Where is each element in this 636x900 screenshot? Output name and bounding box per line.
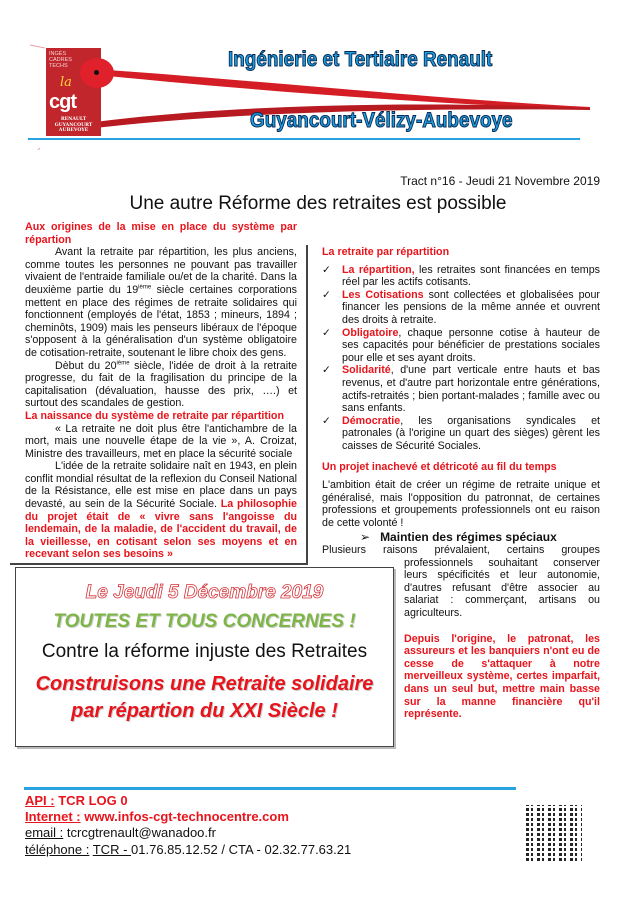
header-title-1: Ingénierie et Tertiaire Renault bbox=[228, 48, 493, 71]
item-key: Solidarité bbox=[342, 364, 391, 377]
paragraph-origins bbox=[25, 246, 297, 359]
footer-phone bbox=[25, 842, 351, 858]
paragraph-1943 bbox=[25, 460, 297, 561]
heading-birth: La naissance du système de retraite par répartition bbox=[25, 409, 284, 422]
footer-api bbox=[25, 793, 351, 809]
column-border-bottom bbox=[10, 563, 308, 565]
paragraph-croizat: « La retraite ne doit plus être l'antichambre de la mort, mais une nouvelle étape de la vie », A. Croizat, Ministre des travailleurs, met en place la sécurité sociale bbox=[25, 422, 297, 460]
footer-divider bbox=[24, 787, 516, 790]
paragraph-conclusion: Depuis l'origine, le patronat, les assureurs et les banquiers n'ont eu de cesse de s'attaquer à notre merveilleux système, certes imparfait, dans un seul but, mettre main basse sur la manne financière qu'il représente. bbox=[404, 632, 600, 721]
text: siècle, l'idée de droit à la retraite progresse, du fait de la fragilisation du principe de la capitalisation (dévaluation, hausse des prix, ….) et surtout des scandales de gestion. bbox=[25, 359, 298, 410]
text: Dèbut du 20 bbox=[55, 359, 117, 372]
arrow-bullet-icon: ➢ bbox=[360, 530, 371, 544]
header-divider bbox=[28, 138, 580, 140]
qr-code-icon bbox=[526, 805, 582, 861]
value: TCR LOG 0 bbox=[54, 793, 128, 808]
label: téléphone : bbox=[25, 841, 90, 857]
heading-origins: Aux origines de la mise en place du système par répartion bbox=[25, 221, 297, 246]
text: siècle certaines corporations mettent en place des régimes de retraite solidaires qui fonctionnent (employés de l'état, 1853 ; mineurs, 1894 ; cheminôts, 1909) mais les penseurs libéraux de l'époque s'opposent à la généralisation d'un système obligatoire de cotisation-retraite, soutenant le libre choix des gens. bbox=[25, 283, 297, 359]
email-link[interactable]: tcrcgtrenault@wanadoo.fr bbox=[63, 825, 216, 841]
check-icon: ✓ bbox=[322, 288, 331, 301]
item-text: les retraites sont financées en temps réel par les actifs cotisants. bbox=[342, 263, 601, 289]
heading-unfinished: Un projet inachevé et détricoté au fil du temps bbox=[322, 460, 557, 473]
list-item bbox=[322, 415, 600, 453]
callout-all-concerned: TOUTES ET TOUS CONCERNES ! bbox=[53, 611, 356, 632]
text: par répartion du XXI Siècle ! bbox=[71, 700, 338, 722]
callout-date: Le Jeudi 5 Décembre 2019 bbox=[85, 582, 324, 603]
item-key: Obligatoire bbox=[342, 326, 399, 339]
paragraph-reasons: professionnels souhaitant conserver leurs spécificités et leur autonomie, d'autres refusant d'être associer au salariat : commerçant, artisans ou agriculteurs. bbox=[404, 556, 600, 619]
list-item bbox=[322, 327, 600, 365]
label: Internet : bbox=[25, 809, 81, 825]
check-icon: ✓ bbox=[322, 263, 331, 276]
footer-email[interactable] bbox=[25, 825, 351, 841]
list-item bbox=[322, 264, 600, 289]
philosophy-text: La philosophie du projet était de « vivre sans l'angoisse du lendemain, de la maladie, de l'accident du travail, de la vieillesse, en cotisant selon ses moyens et en recevant selon ses besoins » bbox=[25, 498, 297, 561]
list-item bbox=[322, 289, 600, 327]
item-text: , chaque personne cotise à hauteur de ses capacités pour bénéficier de prestations sociales pour elle et ses ayant droits. bbox=[342, 326, 600, 364]
check-icon: ✓ bbox=[322, 326, 331, 339]
paragraph-ambition: L'ambition était de créer un régime de retraite unique et généralisé, mais l'opposition du patronnat, de certaines professions et groupements professionnels ont eu raison de cette volonté ! bbox=[322, 479, 600, 529]
sup: ième bbox=[116, 359, 130, 366]
heading-repartition: La retraite par répartition bbox=[322, 246, 450, 258]
paragraph-20th bbox=[25, 360, 297, 410]
callout-build bbox=[16, 671, 393, 725]
phone-value: 01.76.85.12.52 / CTA - 02.32.77.63.21 bbox=[131, 841, 352, 857]
item-text: , d'une part verticale entre hauts et bas revenus, et d'autre part horizontale entre générations, actifs-retraités ; bien portant-malades ; famille avec ou sans enfants. bbox=[342, 364, 600, 415]
text: Avant la retraite par répartition, les plus anciens, comme toutes les personnes ne pouvant pas travailler vivaient de l'entraide familiale ou/et de la charité. Dans la deuxième partie du 19 bbox=[25, 246, 297, 296]
logo-sub: RENAULT GUYANCOURT AUBEVOYE bbox=[54, 117, 93, 133]
text: Construisons une Retraite solidaire bbox=[35, 673, 374, 695]
tract-info: Tract n°16 - Jeudi 21 Novembre 2019 bbox=[400, 174, 600, 188]
item-text: , les organisations syndicales et patronales (à l'origine un quart des sièges) gèrent les caisses de Sécurité Sociales. bbox=[342, 414, 600, 452]
heading-special-regimes bbox=[322, 531, 600, 544]
poppy-icon bbox=[80, 58, 114, 88]
label: API : bbox=[25, 793, 55, 808]
item-key: La répartition, bbox=[342, 263, 415, 276]
left-column bbox=[25, 221, 297, 561]
page-title: Une autre Réforme des retraites est possible bbox=[129, 193, 507, 214]
header-title-2: Guyancourt-Vélizy-Aubevoye bbox=[250, 109, 513, 132]
check-icon: ✓ bbox=[322, 364, 331, 377]
callout-against: Contre la réforme injuste des Retraites bbox=[41, 641, 368, 662]
logo-la: la bbox=[60, 75, 72, 90]
footer-contacts bbox=[25, 793, 351, 858]
paragraph-reasons-first: Plusieurs raisons prévalaient, certains groupes bbox=[322, 544, 600, 556]
label: email : bbox=[25, 825, 64, 841]
text: L'idée de la retraite solidaire naît en 1943, en plein conflit mondial résultat de la reflexion du Conseil National de la Résistance, elle est mise en place dans un pays devasté, au sein de la Sécurité Sociale. bbox=[25, 460, 297, 511]
footer-internet[interactable] bbox=[25, 809, 351, 825]
item-key: Démocratie bbox=[342, 414, 401, 427]
check-icon: ✓ bbox=[322, 414, 331, 427]
item-text: sont collectées et globalisées pour financer les pensions de la même année et ouvrent des droits à retraite. bbox=[342, 288, 600, 326]
callout-box bbox=[15, 567, 394, 747]
website-link[interactable]: www.infos-cgt-technocentre.com bbox=[80, 809, 289, 825]
right-column bbox=[322, 246, 600, 529]
sup: ième bbox=[138, 284, 152, 291]
tcr-label: TCR - bbox=[92, 841, 132, 857]
column-border-right bbox=[306, 245, 308, 564]
logo-cgt: cgt bbox=[49, 91, 76, 113]
item-key: Les Cotisations bbox=[342, 288, 424, 301]
text: Maintien des régimes spéciaux bbox=[380, 530, 557, 544]
list-item bbox=[322, 364, 600, 414]
logo-top-text: INGÉS CADRES TECHS bbox=[49, 51, 72, 69]
principles-list bbox=[322, 264, 600, 453]
